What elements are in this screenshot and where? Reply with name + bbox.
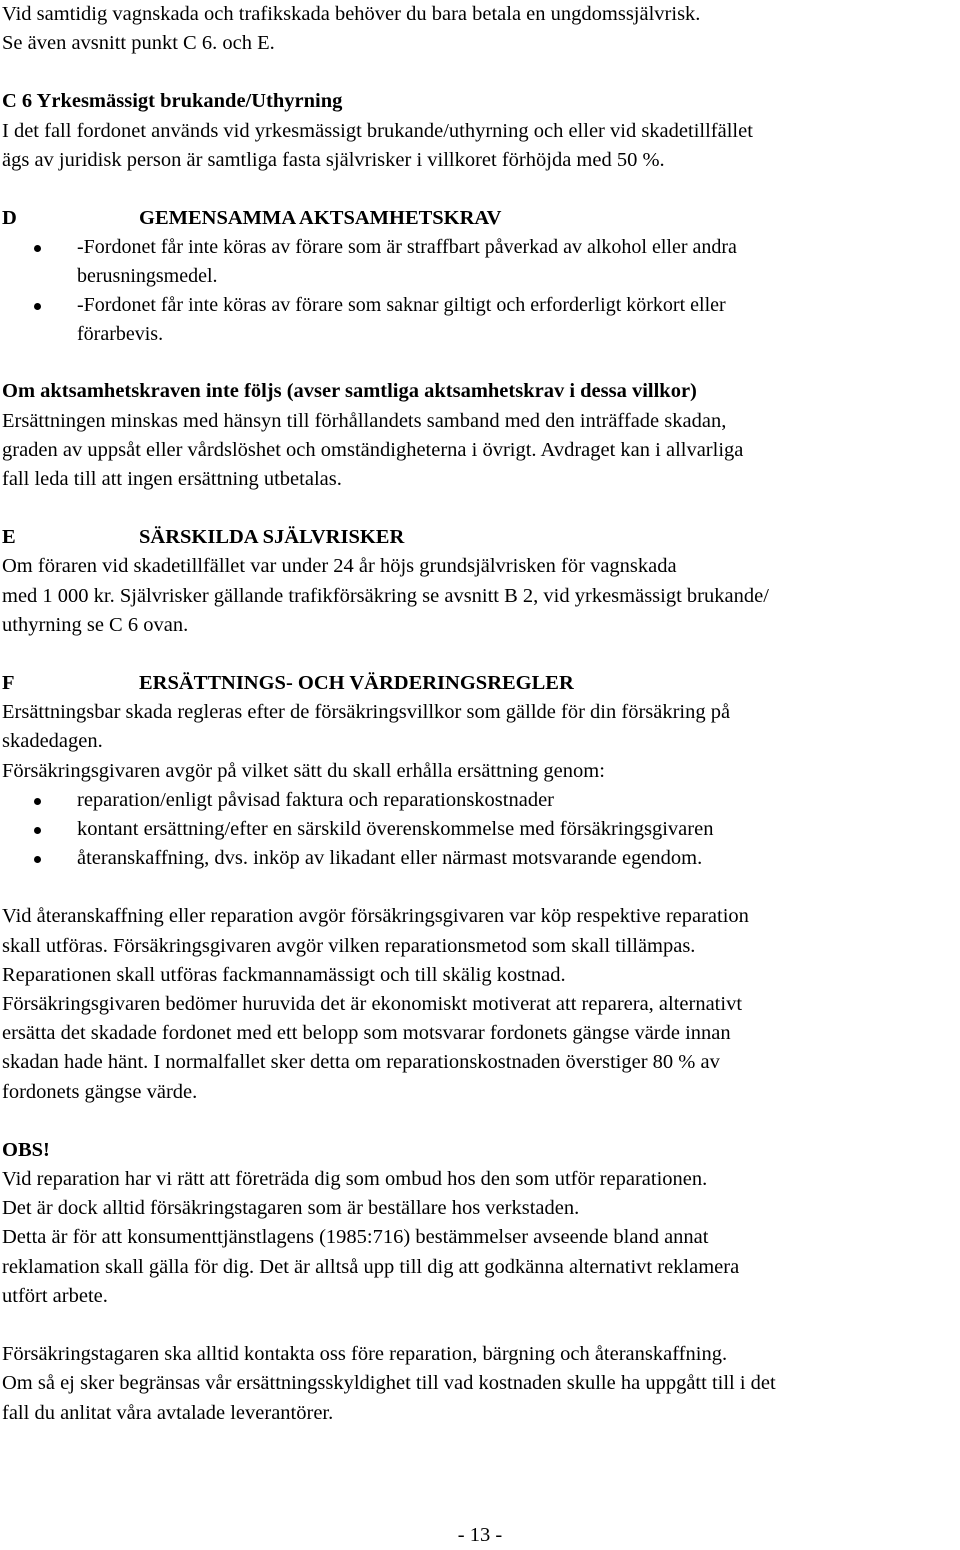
repair-line-3: Reparationen skall utföras fackmannamässigt och till skälig kostnad.	[2, 963, 566, 986]
obs-line-4: reklamation skall gälla för dig. Det är alltså upp till dig att godkänna alternativt reklamera	[2, 1255, 740, 1278]
repair-line-2: skall utföras. Försäkringsgivaren avgör vilken reparationsmetod som skall tillämpas.	[2, 934, 696, 957]
om-heading: Om aktsamhetskraven inte följs (avser samtliga aktsamhetskrav i dessa villkor)	[2, 380, 697, 403]
intro-line-1: Vid samtidig vagnskada och trafikskada behöver du bara betala en ungdomssjälvrisk.	[2, 3, 701, 25]
obs-line-1: Vid reparation har vi rätt att företräda dig som ombud hos den som utför reparationen.	[2, 1168, 708, 1191]
repair-line-1: Vid återanskaffning eller reparation avgör försäkringsgivaren var köp respektive reparation	[2, 905, 749, 928]
bullet-icon	[2, 233, 77, 291]
f-line-3: Försäkringsgivaren avgör på vilket sätt du skall erhålla ersättning genom:	[2, 759, 605, 782]
f-bullet-2: kontant ersättning/efter en särskild överenskommelse med försäkringsgivaren	[77, 818, 714, 841]
d-bullet-2-line-2: förarbevis.	[77, 322, 164, 345]
intro-line-2: Se även avsnitt punkt C 6. och E.	[2, 32, 275, 55]
om-line-1: Ersättningen minskas med hänsyn till förhållandets samband med den inträffade skadan,	[2, 409, 727, 432]
section-e-heading	[2, 523, 958, 552]
d-bullet-2-line-1: -Fordonet får inte köras av förare som saknar giltigt och erforderligt körkort eller	[77, 293, 726, 316]
c6-line-2: ägs av juridisk person är samtliga fasta självrisker i villkoret förhöjda med 50 %.	[2, 148, 665, 171]
section-c6	[2, 87, 958, 175]
obs-line-5: utfört arbete.	[2, 1284, 108, 1307]
e-line-1: Om föraren vid skadetillfället var under 24 år höjs grundsjälvrisken för vagnskada	[2, 555, 677, 578]
e-line-2: med 1 000 kr. Självrisker gällande trafikförsäkring se avsnitt B 2, vid yrkesmässigt brukande/	[2, 584, 769, 607]
repair-paragraph	[2, 902, 958, 1106]
section-obs	[2, 1136, 958, 1311]
obs-heading: OBS!	[2, 1138, 50, 1161]
e-line-3: uthyrning se C 6 ovan.	[2, 613, 189, 636]
section-f-title: ERSÄTTNINGS- OCH VÄRDERINGSREGLER	[139, 672, 574, 695]
section-d-title: GEMENSAMMA AKTSAMHETSKRAV	[139, 207, 502, 230]
obs-line-3: Detta är för att konsumenttjänstlagens (1985:716) bestämmelser avseende bland annat	[2, 1226, 709, 1249]
f-bullet-3: återanskaffning, dvs. inköp av likadant eller närmast motsvarande egendom.	[77, 847, 703, 870]
f-line-1: Ersättningsbar skada regleras efter de försäkringsvillkor som gällde för din försäkring på	[2, 701, 731, 724]
section-f-heading	[2, 669, 958, 698]
obs-line-2: Det är dock alltid försäkringstagaren som är beställare hos verkstaden.	[2, 1197, 580, 1220]
list-item	[2, 786, 958, 815]
section-f	[2, 669, 958, 873]
c6-line-1: I det fall fordonet används vid yrkesmässigt brukande/uthyrning och eller vid skadetillfället	[2, 119, 753, 142]
section-om-aktsamhetskrav	[2, 377, 958, 494]
bullet-icon	[2, 815, 77, 844]
bullet-icon	[2, 844, 77, 873]
intro-paragraph	[2, 0, 958, 58]
list-item	[2, 291, 958, 349]
contact-line-1: Försäkringstagaren ska alltid kontakta oss före reparation, bärgning och återanskaffning.	[2, 1343, 728, 1366]
section-e-title: SÄRSKILDA SJÄLVRISKER	[139, 526, 405, 549]
repair-line-4: Försäkringsgivaren bedömer huruvida det är ekonomiskt motiverat att reparera, alternativt	[2, 993, 743, 1016]
bullet-icon	[2, 291, 77, 349]
section-f-letter: F	[2, 672, 15, 695]
section-e	[2, 523, 958, 640]
contact-paragraph	[2, 1340, 958, 1428]
d-bullet-1-line-1: -Fordonet får inte köras av förare som är straffbart påverkad av alkohol eller andra	[77, 236, 737, 259]
section-d-heading	[2, 204, 958, 233]
d-bullet-1-line-2: berusningsmedel.	[77, 265, 218, 288]
list-item	[2, 844, 958, 873]
c6-heading: C 6 Yrkesmässigt brukande/Uthyrning	[2, 90, 343, 113]
list-item	[2, 815, 958, 844]
contact-line-2: Om så ej sker begränsas vår ersättningsskyldighet till vad kostnaden skulle ha uppgått till i det	[2, 1372, 776, 1395]
section-e-letter: E	[2, 526, 16, 549]
page-number: - 13 -	[457, 1524, 503, 1546]
om-line-3: fall leda till att ingen ersättning utbetalas.	[2, 468, 342, 491]
repair-line-7: fordonets gängse värde.	[2, 1080, 198, 1103]
repair-line-5: ersätta det skadade fordonet med ett belopp som motsvarar fordonets gängse värde innan	[2, 1022, 731, 1045]
list-item	[2, 233, 958, 291]
contact-line-3: fall du anlitat våra avtalade leverantörer.	[2, 1401, 334, 1424]
f-bullet-1: reparation/enligt påvisad faktura och reparationskostnader	[77, 788, 555, 811]
bullet-icon	[2, 786, 77, 815]
section-d	[2, 204, 958, 348]
f-line-2: skadedagen.	[2, 730, 103, 753]
om-line-2: graden av uppsåt eller vårdslöshet och omständigheterna i övrigt. Avdraget kan i allvarliga	[2, 438, 744, 461]
section-d-letter: D	[2, 207, 17, 230]
repair-line-6: skadan hade hänt. I normalfallet sker detta om reparationskostnaden överstiger 80 % av	[2, 1051, 720, 1074]
